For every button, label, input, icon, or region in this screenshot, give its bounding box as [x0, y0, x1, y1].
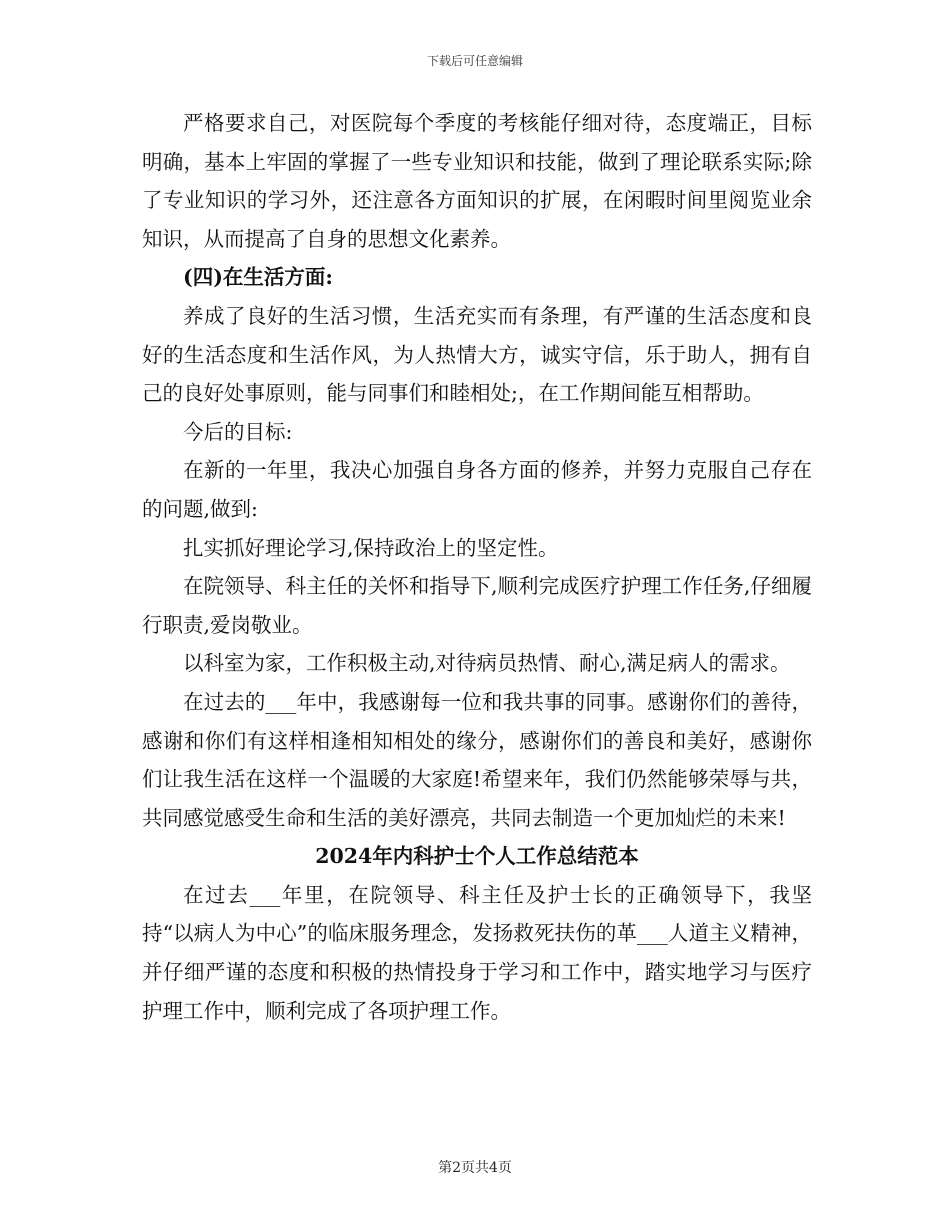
section-heading-life: (四)在生活方面:: [183, 265, 333, 290]
paragraph-goal-theory: 扎实抓好理论学习,保持政治上的坚定性。: [183, 535, 559, 560]
paragraph-goal-duty: 在院领导、科主任的关怀和指导下,顺利完成医疗护理工作任务,仔细履行职责,爱岗敬业。: [142, 574, 812, 637]
paragraph-study: 严格要求自己，对医院每个季度的考核能仔细对待，态度端正，目标明确，基本上牢固的掌握了一些专业知识和技能，做到了理论联系实际;除了专业知识的学习外，还注意各方面知识的扩展，在闲暇时间里阅览业余知识，从而提高了自身的思想文化素养。: [142, 111, 812, 251]
paragraph-thanks: 在过去的___年中，我感谢每一位和我共事的同事。感谢你们的善待，感谢和你们有这样相逢相知相处的缘分，感谢你们的善良和美好，感谢你们让我生活在这样一个温暖的大家庭!希望来年，我们仍然能够荣辱与共，共同感觉感受生命和生活的美好漂亮，共同去制造一个更加灿烂的未来!: [142, 689, 812, 830]
paragraph-summary-intro: 在过去___年里，在院领导、科主任及护士长的正确领导下，我坚持“以病人为中心”的临床服务理念，发扬救死扶伤的革___人道主义精神，并仔细严谨的态度和积极的热情投身于学习和工作中，踏实地学习与医疗护理工作中，顺利完成了各项护理工作。: [142, 882, 812, 1023]
paragraph-goal-patients: 以科室为家，工作积极主动,对待病员热情、耐心,满足病人的需求。: [183, 651, 791, 676]
paragraph-goals-label: 今后的目标:: [183, 419, 293, 444]
page-header: 下载后可任意编辑: [426, 54, 523, 68]
page-footer: 第2页共4页: [438, 1160, 512, 1176]
paragraph-life: 养成了良好的生活习惯，生活充实而有条理，有严谨的生活态度和良好的生活态度和生活作风，为人热情大方，诚实守信，乐于助人，拥有自己的良好处事原则，能与同事们和睦相处;，在工作期间能互相帮助。: [142, 303, 812, 406]
document-body: [142, 104, 812, 1030]
document-title: 2024年内科护士个人工作总结范本: [315, 844, 639, 869]
paragraph-goals-intro: 在新的一年里，我决心加强自身各方面的修养，并努力克服自己存在的问题,做到:: [142, 458, 812, 521]
